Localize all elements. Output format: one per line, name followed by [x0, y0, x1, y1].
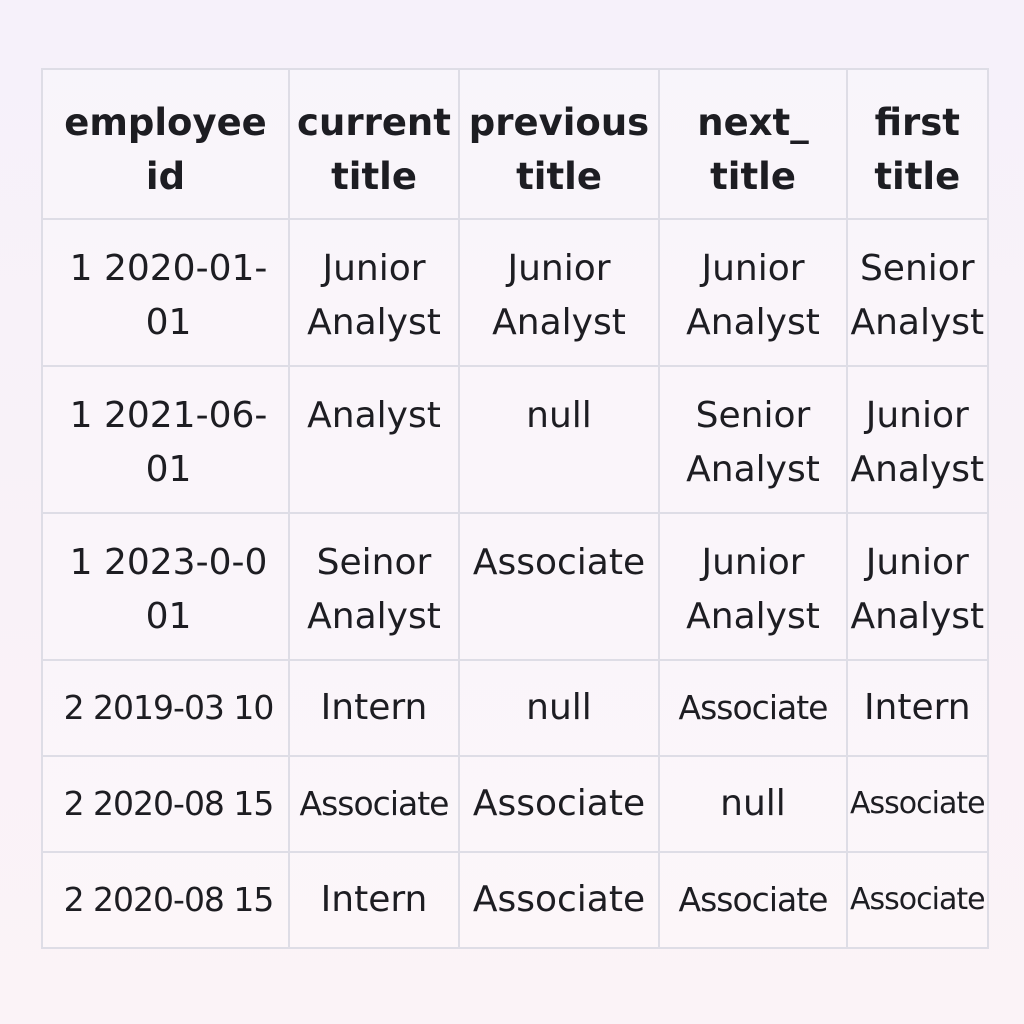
cell-line: Analyst: [686, 449, 820, 490]
cell-line: Analyst: [850, 449, 985, 490]
cell-next-title: [659, 756, 847, 852]
table-row: [42, 219, 988, 366]
table-header-row: [42, 69, 988, 219]
cell-previous-title: [459, 660, 659, 756]
table-row: [42, 660, 988, 756]
cell-current-title: [289, 756, 459, 852]
header-next-title: [659, 69, 847, 219]
table-row: [42, 513, 988, 660]
cell-line: Intern: [320, 687, 428, 728]
cell-current-title: [289, 660, 459, 756]
cell-line: null: [526, 395, 592, 436]
cell-first-title: [847, 366, 988, 513]
cell-current-title: [289, 219, 459, 366]
cell-first-title: [847, 513, 988, 660]
cell-previous-title: [459, 852, 659, 948]
cell-line: Analyst: [492, 302, 626, 343]
cell-line: Analyst: [686, 302, 820, 343]
cell-line: Seinor: [316, 542, 432, 583]
cell-line: Junior: [322, 248, 426, 289]
cell-line: Associate: [472, 879, 646, 920]
cell-line: null: [526, 687, 592, 728]
cell-line: 01: [145, 449, 192, 490]
cell-employee-id: [42, 852, 289, 948]
cell-first-title: [847, 756, 988, 852]
cell-line: Junior: [865, 542, 969, 583]
header-line: current: [297, 101, 451, 144]
cell-line: 01: [145, 302, 192, 343]
cell-line: 2 2020-08 15: [63, 784, 274, 823]
cell-line: Analyst: [307, 395, 441, 436]
header-first-title: [847, 69, 988, 219]
employee-title-table: [41, 68, 989, 949]
cell-line: Junior: [701, 542, 805, 583]
header-line: title: [516, 155, 602, 198]
cell-first-title: [847, 660, 988, 756]
table-row: [42, 366, 988, 513]
cell-line: Associate: [678, 688, 828, 727]
cell-line: Intern: [863, 687, 971, 728]
header-line: next_: [697, 101, 809, 144]
cell-next-title: [659, 660, 847, 756]
header-line: employee: [64, 101, 267, 144]
header-line: previous: [468, 101, 650, 144]
header-employee-id: [42, 69, 289, 219]
cell-current-title: [289, 513, 459, 660]
cell-employee-id: [42, 219, 289, 366]
cell-line: Analyst: [850, 596, 985, 637]
cell-line: Analyst: [686, 596, 820, 637]
header-line: title: [331, 155, 417, 198]
cell-employee-id: [42, 366, 289, 513]
header-line: title: [710, 155, 796, 198]
data-table-container: [41, 68, 989, 949]
cell-line: Associate: [678, 880, 828, 919]
cell-line: Junior: [865, 395, 969, 436]
cell-next-title: [659, 852, 847, 948]
cell-line: 1 2020-01-: [69, 248, 268, 289]
cell-first-title: [847, 219, 988, 366]
table-row: [42, 756, 988, 852]
cell-line: Associate: [472, 542, 646, 583]
cell-line: Analyst: [307, 302, 441, 343]
cell-line: 1 2021-06-: [69, 395, 268, 436]
header-line: first: [874, 101, 960, 144]
header-current-title: [289, 69, 459, 219]
cell-line: Junior: [701, 248, 805, 289]
cell-line: Associate: [850, 882, 985, 917]
cell-previous-title: [459, 366, 659, 513]
cell-previous-title: [459, 513, 659, 660]
cell-next-title: [659, 366, 847, 513]
cell-line: 2 2019-03 10: [63, 688, 274, 727]
cell-line: Associate: [850, 786, 985, 821]
cell-current-title: [289, 366, 459, 513]
cell-current-title: [289, 852, 459, 948]
cell-next-title: [659, 219, 847, 366]
cell-line: 01: [145, 596, 192, 637]
cell-line: Senior: [695, 395, 811, 436]
cell-line: Analyst: [850, 302, 985, 343]
cell-next-title: [659, 513, 847, 660]
cell-line: Junior: [507, 248, 611, 289]
table-row: [42, 852, 988, 948]
cell-line: 2 2020-08 15: [63, 880, 274, 919]
header-line: title: [874, 155, 961, 198]
cell-employee-id: [42, 756, 289, 852]
cell-previous-title: [459, 756, 659, 852]
cell-line: Associate: [299, 784, 449, 823]
header-line: id: [145, 155, 186, 198]
cell-line: Associate: [472, 783, 646, 824]
cell-line: null: [720, 783, 786, 824]
cell-previous-title: [459, 219, 659, 366]
cell-line: Intern: [320, 879, 428, 920]
cell-line: Senior: [859, 248, 975, 289]
cell-employee-id: [42, 660, 289, 756]
cell-first-title: [847, 852, 988, 948]
cell-employee-id: [42, 513, 289, 660]
cell-line: Analyst: [307, 596, 441, 637]
header-previous-title: [459, 69, 659, 219]
cell-line: 1 2023-0-0: [69, 542, 268, 583]
